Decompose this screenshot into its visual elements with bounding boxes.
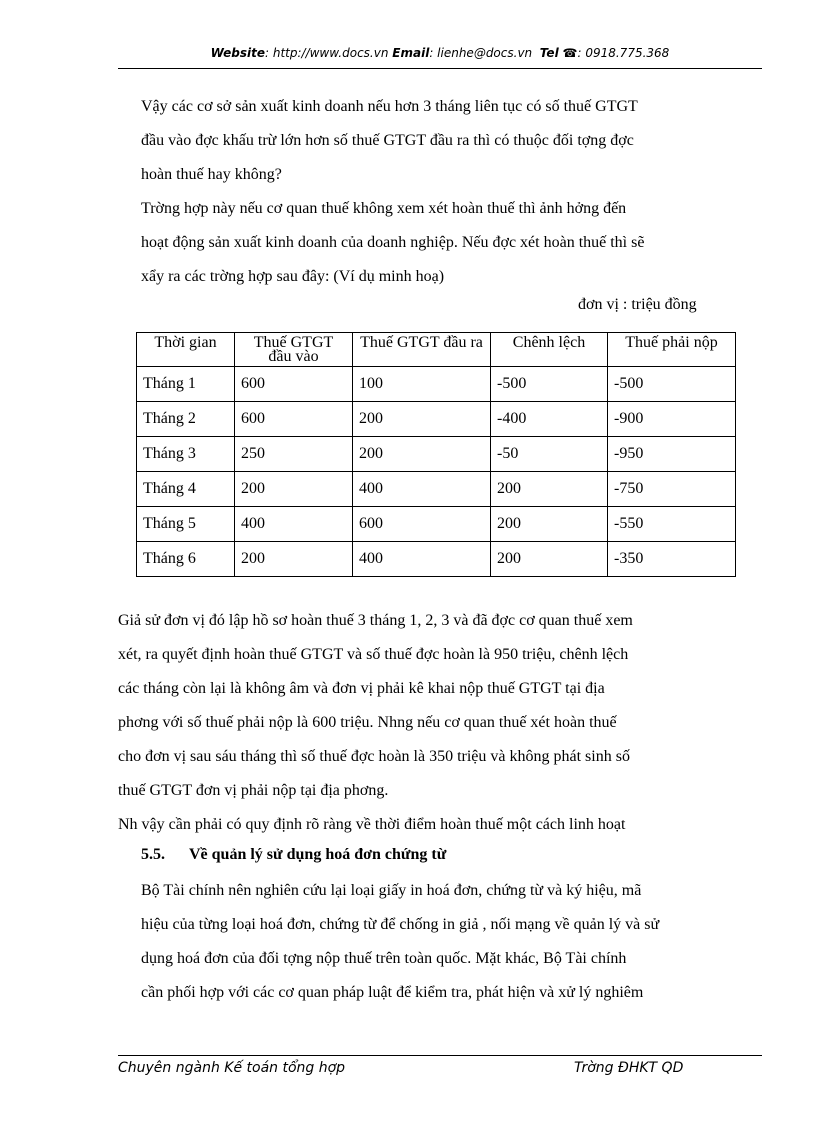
text-line: Nh vậy cần phải có quy định rõ ràng về thời điểm hoàn thuế một cách linh hoạt [118, 816, 626, 833]
section-heading [141, 846, 446, 864]
header-cell: Thuế phải nộp [608, 333, 736, 367]
text-line: đầu vào đợc khấu trừ lớn hơn số thuế GTGT đầu ra thì có thuộc đối tợng đợc [141, 132, 634, 149]
header-cell: Thuế GTGT đầu ra [353, 333, 491, 367]
table-cell: -750 [608, 472, 736, 507]
table-cell: -550 [608, 507, 736, 542]
page-header [118, 46, 762, 60]
table-cell: Tháng 3 [137, 437, 235, 472]
tel-label: Tel [539, 46, 559, 60]
table-row [137, 472, 736, 507]
table-row [137, 542, 736, 577]
text-line: phơng với số thuế phải nộp là 600 triệu. Nhng nếu cơ quan thuế xét hoàn thuế [118, 714, 617, 731]
section-title: Về quản lý sử dụng hoá đơn chứng từ [189, 846, 447, 863]
table-cell: 600 [353, 507, 491, 542]
table-cell: -900 [608, 402, 736, 437]
text-line: các tháng còn lại là không âm và đơn vị phải kê khai nộp thuế GTGT tại địa [118, 680, 605, 697]
website-label: Website [210, 46, 265, 60]
text-line: hoàn thuế hay không? [141, 166, 282, 183]
phone-icon: ☎ [562, 46, 578, 60]
table-cell: -500 [491, 367, 608, 402]
table-cell: 200 [491, 542, 608, 577]
table-cell: 200 [353, 437, 491, 472]
tax-table [136, 332, 736, 577]
footer-major: Chuyên ngành Kế toán tổng hợp [118, 1060, 346, 1076]
table-cell: 250 [235, 437, 353, 472]
footer-school: Trờng ĐHKT QD [574, 1060, 684, 1076]
paragraph-example [118, 604, 758, 808]
table-cell: -50 [491, 437, 608, 472]
table-cell: 400 [353, 472, 491, 507]
table-row [137, 437, 736, 472]
text-line: dụng hoá đơn của đối tợng nộp thuế trên toàn quốc. Mặt khác, Bộ Tài chính [141, 950, 627, 967]
text-line: hiệu của từng loại hoá đơn, chứng từ để chống in giả , nối mạng về quản lý và sử [141, 916, 660, 933]
tel-value: : 0918.775.368 [577, 46, 670, 60]
table-row [137, 507, 736, 542]
table-cell: -500 [608, 367, 736, 402]
text-line: hoạt động sản xuất kinh doanh của doanh nghiệp. Nếu đợc xét hoàn thuế thì sẽ [141, 234, 645, 251]
text-line: Giả sử đơn vị đó lập hồ sơ hoàn thuế 3 tháng 1, 2, 3 và đã đợc cơ quan thuế xem [118, 612, 633, 629]
website-url[interactable]: : http://www.docs.vn [265, 46, 389, 60]
table-cell: 200 [235, 542, 353, 577]
table-cell: 200 [353, 402, 491, 437]
section-number: 5.5. [141, 846, 165, 863]
email-value[interactable]: : lienhe@docs.vn [429, 46, 533, 60]
header-cell: Chênh lệch [491, 333, 608, 367]
table-cell: Tháng 5 [137, 507, 235, 542]
text-line: xét, ra quyết định hoàn thuế GTGT và số thuế đợc hoàn là 950 triệu, chênh lệch [118, 646, 629, 663]
table-row [137, 402, 736, 437]
table-cell: 200 [491, 507, 608, 542]
table-cell: 600 [235, 367, 353, 402]
header-cell: Thời gian [137, 333, 235, 367]
text-line: thuế GTGT đơn vị phải nộp tại địa phơng. [118, 782, 389, 799]
table-cell: -350 [608, 542, 736, 577]
table-cell: Tháng 1 [137, 367, 235, 402]
text-line: Vậy các cơ sở sản xuất kinh doanh nếu hơn 3 tháng liên tục có số thuế GTGT [141, 98, 638, 115]
table-cell: 600 [235, 402, 353, 437]
text-line: Bộ Tài chính nên nghiên cứu lại loại giấy in hoá đơn, chứng từ và ký hiệu, mã [141, 882, 642, 899]
table-cell: -400 [491, 402, 608, 437]
table-cell: Tháng 4 [137, 472, 235, 507]
table-row [137, 367, 736, 402]
email-label: Email [392, 46, 430, 60]
table-cell: 200 [491, 472, 608, 507]
text-line: Trờng hợp này nếu cơ quan thuế không xem xét hoàn thuế thì ảnh hởng đến [141, 200, 627, 217]
paragraph-question [141, 90, 757, 192]
footer-divider [118, 1055, 762, 1056]
header-divider [118, 68, 762, 69]
table-header-row [137, 333, 736, 367]
text-line: xẩy ra các trờng hợp sau đây: (Ví dụ minh hoạ) [141, 268, 445, 285]
table-cell: 400 [235, 507, 353, 542]
unit-note: đơn vị : triệu đồng [578, 296, 697, 313]
table-cell: 400 [353, 542, 491, 577]
table-cell: Tháng 6 [137, 542, 235, 577]
table-cell: 200 [235, 472, 353, 507]
table-cell: 100 [353, 367, 491, 402]
header-cell: Thuế GTGT đầu vào [235, 333, 353, 367]
paragraph-invoices [141, 874, 757, 1010]
text-line: cho đơn vị sau sáu tháng thì số thuế đợc hoàn là 350 triệu và không phát sinh số [118, 748, 630, 765]
paragraph-conclusion [118, 808, 758, 842]
table-cell: -950 [608, 437, 736, 472]
paragraph-case [141, 192, 757, 294]
table-cell: Tháng 2 [137, 402, 235, 437]
text-line: cần phối hợp với các cơ quan pháp luật để kiểm tra, phát hiện và xử lý nghiêm [141, 984, 644, 1001]
